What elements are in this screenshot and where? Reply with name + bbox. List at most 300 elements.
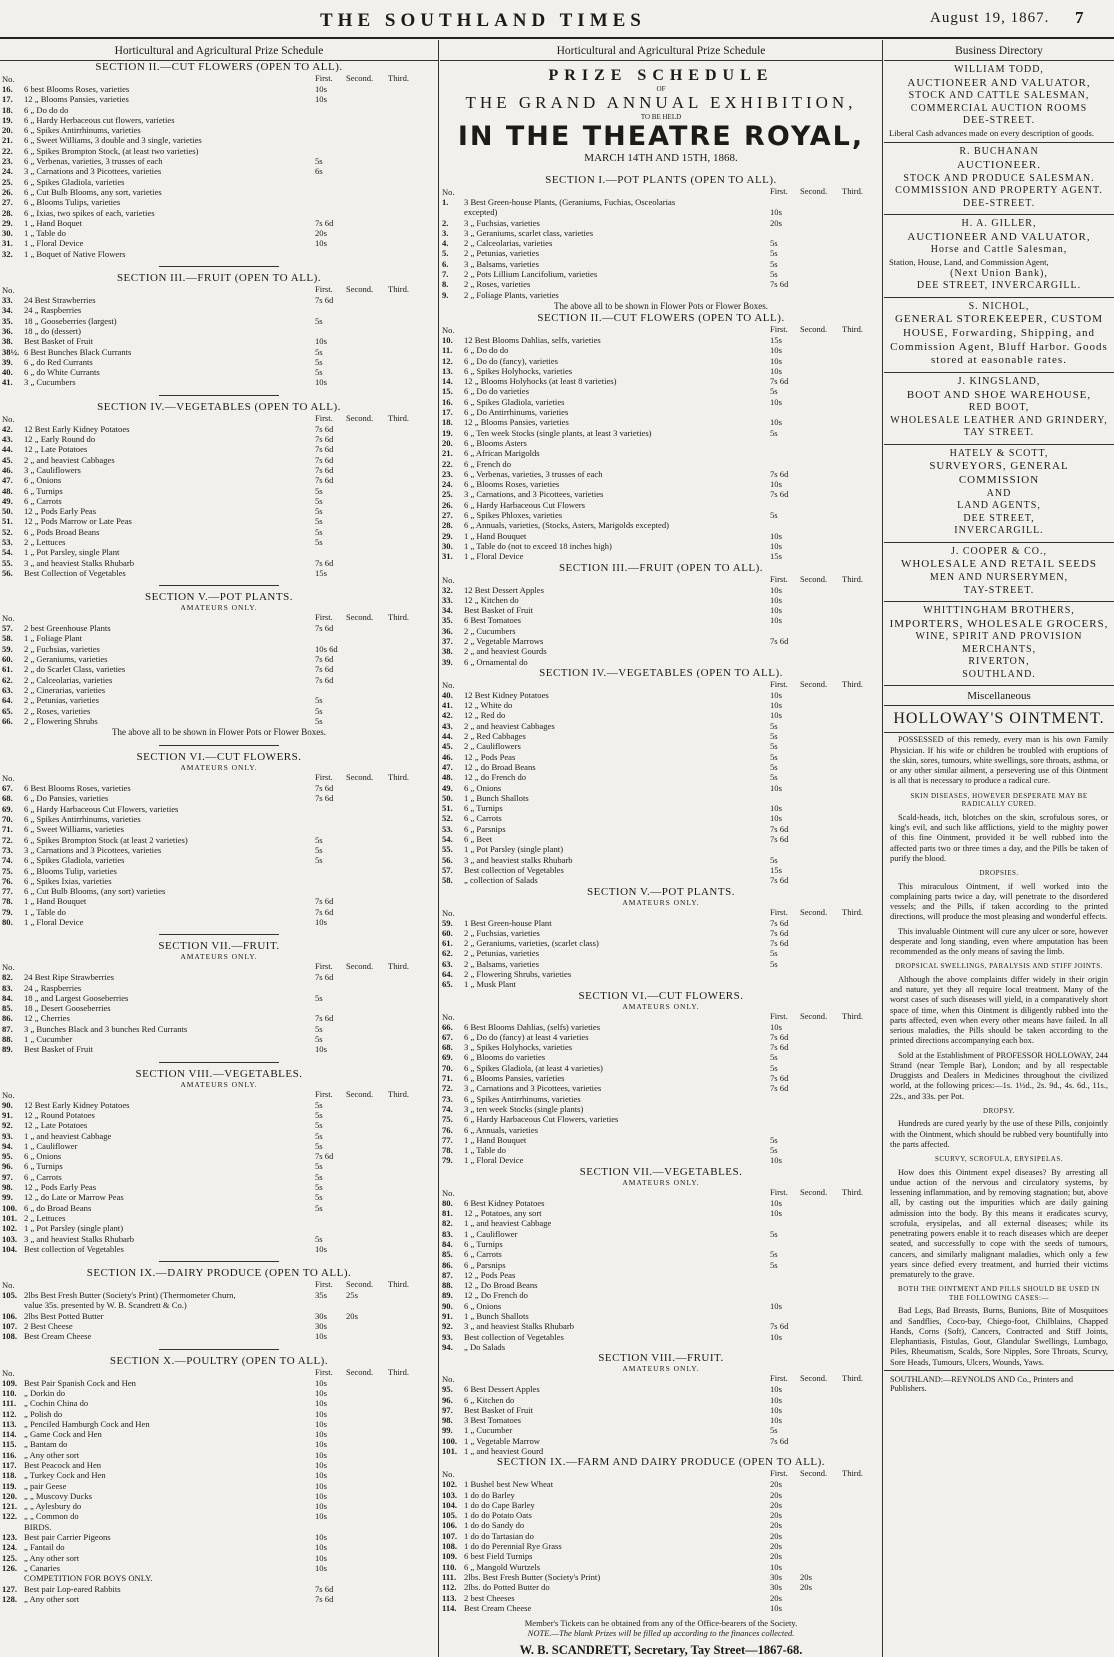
class-number: 108. — [442, 1541, 458, 1552]
first-prize: 7s 6d — [770, 1073, 789, 1084]
venue-title: IN THE THEATRE ROYAL, — [457, 121, 865, 152]
class-number: 94. — [442, 1341, 453, 1352]
class-description: 6 „ Spikes Holyhocks, varieties — [464, 365, 573, 376]
class-number: 121. — [2, 1501, 18, 1512]
first-prize: 7s 6d — [315, 295, 334, 306]
class-number: 35. — [442, 615, 453, 626]
section-subtitle: AMATEURS ONLY. — [622, 897, 700, 907]
second-prize: 25s — [346, 1290, 358, 1301]
prize-row — [0, 993, 438, 1003]
class-description: 1 „ Bunch Shallots — [464, 792, 529, 803]
first-prize: 5s — [315, 516, 323, 527]
prize-row — [0, 125, 438, 135]
class-number: 38½. — [2, 346, 20, 357]
business-line: SURVEYORS, GENERAL COMMISSION — [929, 460, 1069, 487]
business-ad — [884, 298, 1114, 374]
class-number: 106. — [442, 1520, 458, 1531]
class-description: 3 „ and heaviest stalks Rhubarb — [464, 854, 573, 865]
class-number: 124. — [2, 1542, 18, 1553]
prize-row — [440, 595, 882, 605]
header-no: No. — [442, 1469, 455, 1480]
class-number: 5. — [442, 248, 449, 259]
header-third: Third. — [388, 1279, 410, 1290]
section-table-header — [440, 186, 882, 197]
prize-row — [440, 824, 882, 834]
prize-row — [0, 1234, 438, 1244]
first-prize: 5s — [770, 386, 778, 397]
prize-row — [0, 568, 438, 578]
class-number: 82. — [442, 1218, 453, 1229]
class-number: 67. — [442, 1031, 453, 1042]
class-description: 1 „ Vegetable Marrow — [464, 1435, 540, 1446]
class-number: 96. — [442, 1394, 453, 1405]
prize-row — [0, 105, 438, 115]
class-number: 38. — [2, 336, 13, 347]
class-description: 2lbs Best Potted Butter — [24, 1310, 104, 1321]
first-prize: 5s — [315, 834, 323, 845]
prize-row — [0, 547, 438, 557]
class-number: 16. — [2, 84, 13, 94]
prize-row — [440, 844, 882, 854]
prize-row — [0, 1161, 438, 1171]
prize-row — [0, 434, 438, 444]
class-number: 24. — [2, 166, 13, 177]
prize-row — [440, 1042, 882, 1052]
first-prize: 15s — [315, 567, 327, 578]
first-prize: 7s 6d — [315, 623, 334, 634]
class-description: 12 „ Kitchen do — [464, 594, 519, 605]
schedule-sections — [440, 174, 882, 1613]
header-second: Second. — [346, 772, 374, 783]
class-description: 12 „ Early Round do — [24, 434, 96, 445]
first-prize: 20s — [770, 1499, 782, 1510]
first-prize: 10s — [315, 336, 327, 347]
prize-row — [440, 1290, 882, 1300]
first-prize: 5s — [770, 854, 778, 865]
class-number: 8. — [442, 279, 449, 290]
class-description: 12 „ Blooms Pansies, varieties — [24, 94, 129, 105]
schedule-section — [440, 174, 882, 312]
prize-row — [0, 537, 438, 547]
business-name: WHITTINGHAM BROTHERS, — [923, 605, 1075, 617]
prize-row — [0, 1573, 438, 1583]
header-third: Third. — [842, 323, 864, 334]
schedule-section — [440, 1352, 882, 1456]
header-third: Third. — [842, 186, 864, 196]
prize-row — [0, 804, 438, 814]
business-name: R. BUCHANAN — [959, 146, 1039, 158]
schedule-sections — [0, 61, 438, 1604]
first-prize: 10s — [315, 1501, 327, 1512]
class-number: 84. — [2, 992, 13, 1003]
class-description: 2 „ Petunias, varieties — [464, 248, 539, 259]
class-description: 12 „ do French do — [464, 772, 527, 783]
prize-row — [440, 731, 882, 741]
business-line: (Next Union Bank), — [950, 267, 1048, 279]
prize-row — [0, 1450, 438, 1460]
class-description: 12 „ Round Potatoes — [24, 1109, 95, 1120]
class-number: 58. — [2, 633, 13, 644]
class-description: „ Dorkin do — [24, 1387, 66, 1398]
prize-row — [440, 865, 882, 875]
prize-row — [440, 520, 882, 530]
first-prize: 7s 6d — [315, 444, 334, 455]
first-prize: 10s — [770, 813, 782, 824]
class-number: 101. — [2, 1212, 18, 1223]
class-description: 6 „ Do Pansies, varieties — [24, 793, 109, 804]
class-description: 1 „ Bunch Shallots — [464, 1311, 529, 1322]
class-description: 6 „ Verbenas, varieties, 3 trusses of each — [24, 156, 163, 167]
business-line: BOOT AND SHOE WAREHOUSE, — [906, 388, 1092, 401]
class-number: 110. — [2, 1387, 17, 1398]
business-ad — [884, 61, 1114, 143]
column-directory — [884, 40, 1114, 1657]
prize-row — [440, 918, 882, 928]
first-prize: 5s — [315, 705, 323, 716]
prize-row — [0, 94, 438, 104]
business-ad — [884, 445, 1114, 543]
class-number: 111. — [442, 1571, 457, 1582]
class-description: 1 „ Pot Parsley (single plant) — [464, 844, 564, 855]
class-description: 1 „ Hand Bouquet — [24, 896, 87, 907]
prize-row — [0, 1044, 438, 1054]
first-prize: 5s — [315, 356, 323, 367]
section-table-header — [0, 1089, 438, 1100]
first-prize: 10s — [770, 1394, 782, 1405]
prize-row — [0, 1398, 438, 1408]
business-line: IMPORTERS, WHOLESALE GROCERS, — [889, 617, 1109, 630]
prize-row — [440, 772, 882, 782]
class-number: 16. — [442, 396, 453, 407]
prize-row — [440, 1083, 882, 1093]
class-description: 3 „ and heaviest Stalks Rhubarb — [24, 1233, 135, 1244]
prize-row — [0, 855, 438, 865]
secretary-signature: W. B. SCANDRETT, Secretary, Tay Street—1867-68. — [519, 1643, 803, 1657]
class-description: 1 Best Green-house Plant — [464, 917, 552, 928]
prize-row — [0, 1013, 438, 1023]
first-prize: 10s 6d — [315, 643, 338, 654]
class-description: „ „ Aylesbury do — [24, 1501, 82, 1512]
advert-subheading: DROPSIES. — [979, 869, 1019, 878]
class-description: 6 „ Hardy Harbaceous Cut Flowers, varieties — [464, 1114, 619, 1125]
first-prize: 10s — [315, 1511, 327, 1522]
class-number: 70. — [2, 814, 13, 825]
class-description: 2 „ and heaviest Cabbages — [24, 454, 115, 465]
first-prize: 10s — [770, 1155, 782, 1166]
prize-row — [440, 1593, 882, 1603]
class-number: 85. — [442, 1249, 453, 1260]
class-description: BIRDS. — [24, 1521, 52, 1532]
class-description: 2 „ Petunias, varieties — [464, 948, 539, 959]
class-description: 6 „ Onions — [464, 1300, 502, 1311]
class-number: 49. — [442, 782, 453, 793]
class-number: 79. — [442, 1155, 453, 1166]
class-description: 1 „ and heaviest Cabbage — [464, 1218, 552, 1229]
first-prize: 10s — [315, 1398, 327, 1409]
class-number: 90. — [2, 1099, 13, 1110]
class-number: 75. — [442, 1114, 453, 1125]
prize-row — [0, 1470, 438, 1480]
schedule-section — [440, 990, 882, 1166]
class-description: excepted) — [464, 207, 498, 218]
prize-row — [0, 664, 438, 674]
prize-row — [0, 675, 438, 685]
class-description: 1 „ Boquet of Native Flowers — [24, 248, 126, 259]
class-description: 6 „ Verbenas, varieties, 3 trusses of each — [464, 468, 603, 479]
prize-row — [440, 417, 882, 427]
prize-row — [440, 345, 882, 355]
class-number: 30. — [2, 228, 13, 239]
class-description: 24 „ Raspberries — [24, 305, 82, 316]
prize-row — [0, 1321, 438, 1331]
section-divider — [159, 934, 279, 935]
class-description: 6 Best Dessert Apples — [464, 1384, 540, 1395]
prize-row — [0, 793, 438, 803]
class-description: 2 „ Petunias, varieties — [24, 695, 99, 706]
class-description: 3 „ ten week Stocks (single plants) — [464, 1103, 584, 1114]
class-number: 57. — [442, 864, 453, 875]
schedule-section — [0, 1349, 438, 1605]
class-description: 6 „ Spikes Phloxes, varieties — [464, 510, 563, 521]
business-line: DEE-STREET. — [962, 115, 1036, 127]
business-line: LAND AGENTS, — [957, 500, 1041, 512]
class-description: „ Do Salads — [464, 1341, 506, 1352]
class-number: 37. — [442, 635, 453, 646]
prize-row — [0, 1034, 438, 1044]
business-line: RIVERTON, — [968, 656, 1030, 668]
class-number: 3. — [442, 227, 449, 238]
class-number: 109. — [442, 1551, 458, 1562]
first-prize: 5s — [770, 427, 778, 438]
prize-row — [440, 259, 882, 269]
prize-row — [0, 716, 438, 726]
header-no: No. — [2, 613, 15, 624]
class-description: 2 „ Fuchsias, varieties — [464, 927, 540, 938]
class-number: 112. — [442, 1582, 457, 1593]
header-no: No. — [2, 962, 15, 973]
class-number: 101. — [442, 1445, 458, 1456]
section-divider — [159, 266, 279, 267]
class-description: value 35s. presented by W. B. Scandrett & Co.) — [24, 1300, 187, 1311]
class-number: 11. — [442, 345, 453, 356]
first-prize: 5s — [770, 1249, 778, 1260]
prize-row — [0, 1003, 438, 1013]
class-description: 6 „ Spikes Brompton Stock (at least 2 varieties) — [24, 834, 188, 845]
class-description: 1 „ Hand Boquet — [24, 217, 82, 228]
business-ad — [884, 373, 1114, 445]
first-prize: 10s — [770, 1331, 782, 1342]
class-number: 43. — [442, 720, 453, 731]
header-second: Second. — [800, 1468, 828, 1479]
class-description: 1 „ Floral Device — [464, 551, 524, 562]
class-description: 3 „ Geraniums, scarlet class, varieties — [464, 227, 594, 238]
first-prize: 7s 6d — [770, 279, 789, 290]
class-number: 4. — [442, 238, 449, 249]
section-table-header — [0, 284, 438, 295]
prize-row — [0, 886, 438, 896]
prize-row — [440, 1094, 882, 1104]
business-line: AUCTIONEER AND VALUATOR, — [907, 76, 1091, 89]
section-title: SECTION II.—CUT FLOWERS (OPEN TO ALL). — [537, 311, 785, 324]
class-number: 53. — [442, 823, 453, 834]
first-prize: 7s 6d — [770, 823, 789, 834]
header-third: Third. — [388, 1088, 410, 1099]
prize-row — [0, 1511, 438, 1521]
first-prize: 7s 6d — [770, 875, 789, 886]
class-description: 12 „ Late Potatoes — [24, 1120, 88, 1131]
class-description: Best collection of Vegetables — [24, 1243, 124, 1254]
class-number: 15. — [442, 386, 453, 397]
class-description: 18 „ do (dessert) — [24, 325, 82, 336]
first-prize: 5s — [315, 1202, 323, 1213]
class-number: 40. — [2, 367, 13, 378]
prize-row — [440, 1125, 882, 1135]
header-no: No. — [442, 187, 455, 197]
class-description: 2 „ and heaviest Gourds — [464, 646, 547, 657]
class-number: 59. — [442, 917, 453, 928]
class-number: 19. — [2, 114, 13, 125]
class-description: 6 „ Beet — [464, 834, 493, 845]
class-number: 80. — [442, 1197, 453, 1208]
class-number: 42. — [442, 710, 453, 721]
header-second: Second. — [800, 186, 828, 196]
class-description: 6 Best Tomatoes — [464, 615, 522, 626]
prize-row — [440, 1104, 882, 1114]
header-first: First. — [770, 323, 788, 334]
section-divider — [159, 585, 279, 586]
header-second: Second. — [346, 612, 374, 623]
class-description: 6 „ Kitchen do — [464, 1394, 515, 1405]
masthead-rule — [0, 37, 1114, 39]
prize-row — [440, 448, 882, 458]
first-prize: 5s — [315, 526, 323, 537]
class-description: 6 „ Onions — [24, 1151, 62, 1162]
business-line: Horse and Cattle Salesman, — [930, 244, 1068, 256]
second-prize: 20s — [800, 1582, 812, 1593]
prize-row — [0, 1290, 438, 1300]
business-line: SOUTHLAND. — [962, 668, 1036, 680]
header-first: First. — [315, 412, 333, 423]
class-description: 6 „ Hardy Herbaceous cut flowers, varieties — [24, 114, 175, 125]
prize-row — [440, 1479, 882, 1489]
class-description: 12 „ Potatoes, any sort — [464, 1208, 542, 1219]
business-line: DEE-STREET. — [962, 197, 1036, 209]
first-prize: 5s — [315, 1182, 323, 1193]
prize-row — [0, 685, 438, 695]
prize-row — [440, 1446, 882, 1456]
prize-row — [440, 238, 882, 248]
prize-row — [440, 1032, 882, 1042]
class-description: 6 „ Do Antirrhinums, varieties — [464, 407, 569, 418]
first-prize: 5s — [315, 992, 323, 1003]
class-number: 83. — [2, 982, 13, 993]
class-description: 3 „ Carnations and 3 Picottees, varieties — [464, 1083, 602, 1094]
prize-row — [0, 506, 438, 516]
prize-row — [0, 1542, 438, 1552]
class-description: 3 „ Cauliflowers — [24, 464, 81, 475]
class-number: 33. — [442, 594, 453, 605]
class-description: 6 „ Do do (fancy) at least 4 varieties — [464, 1031, 589, 1042]
first-prize: 30s — [770, 1571, 782, 1582]
class-number: 105. — [442, 1510, 458, 1521]
class-description: 3 „ Carnations, and 3 Picottees, varieties — [464, 489, 604, 500]
header-third: Third. — [388, 772, 410, 783]
first-prize: 5s — [770, 1052, 778, 1063]
class-description: 12 „ Pods Peas — [464, 1269, 516, 1280]
class-description: „ pair Geese — [24, 1480, 67, 1491]
class-description: 3 Best Green-house Plants, (Geraniums, Fuchias, Osceolarias — [464, 197, 676, 207]
first-prize: 10s — [770, 710, 782, 721]
class-description: 12 Best Dessert Apples — [464, 584, 544, 595]
first-prize: 10s — [770, 207, 782, 218]
class-number: 54. — [2, 547, 13, 558]
class-description: 2 „ Foliage Plants, varieties — [464, 289, 559, 300]
business-line: INVERCARGILL. — [954, 525, 1044, 537]
prize-row — [0, 1419, 438, 1429]
first-prize: 10s — [315, 1490, 327, 1501]
first-prize: 10s — [770, 1602, 782, 1613]
class-description: 12 „ Cherries — [24, 1013, 70, 1024]
prize-row — [0, 326, 438, 336]
section-table-header — [0, 73, 438, 84]
class-number: 97. — [2, 1171, 13, 1182]
class-description: 2 „ Cinerarias, varieties — [24, 684, 106, 695]
prize-row — [440, 741, 882, 751]
class-description: COMPETITION FOR BOYS ONLY. — [24, 1573, 153, 1584]
business-name: H. A. GILLER, — [961, 218, 1037, 230]
class-number: 13. — [442, 365, 453, 376]
first-prize: 7s 6d — [315, 423, 334, 434]
class-number: 118. — [2, 1470, 17, 1481]
section-note: The above all to be shown in Flower Pots or Flower Boxes. — [554, 300, 768, 311]
schedule-section — [440, 1166, 882, 1352]
class-number: 91. — [442, 1311, 453, 1322]
class-number: 35. — [2, 315, 13, 326]
section-table-header — [440, 907, 882, 918]
prize-row — [440, 1022, 882, 1032]
header-first: First. — [770, 1010, 788, 1021]
first-prize: 7s 6d — [770, 635, 789, 646]
prize-row — [440, 1490, 882, 1500]
prize-row — [440, 1531, 882, 1541]
first-prize: 5s — [315, 346, 323, 357]
class-number: 96. — [2, 1161, 13, 1172]
class-number: 40. — [442, 689, 453, 700]
class-number: 119. — [2, 1480, 17, 1491]
class-number: 60. — [442, 927, 453, 938]
header-first: First. — [770, 678, 788, 689]
first-prize: 20s — [770, 1592, 782, 1603]
section-table-header — [440, 324, 882, 335]
class-number: 43. — [2, 434, 13, 445]
section-divider — [159, 1261, 279, 1262]
section-table-header — [0, 961, 438, 972]
prize-row — [0, 1223, 438, 1233]
header-first: First. — [315, 284, 333, 295]
header-third: Third. — [842, 1186, 864, 1197]
section-title: SECTION X.—POULTRY (OPEN TO ALL). — [109, 1354, 329, 1367]
class-description: 12 „ do Late or Marrow Peas — [24, 1192, 124, 1203]
section-title: SECTION II.—CUT FLOWERS (OPEN TO ALL). — [95, 61, 343, 73]
first-prize: 30s — [315, 1321, 327, 1332]
class-description: 6 „ Hardy Harbaceous Cut Flowers — [464, 499, 585, 510]
class-number: 28. — [442, 520, 453, 531]
header-third: Third. — [388, 284, 410, 295]
business-line: STOCK AND PRODUCE SALESMAN. — [903, 172, 1095, 184]
header-second: Second. — [800, 573, 828, 584]
prize-row — [440, 1572, 882, 1582]
class-description: 12 „ Blooms Holyhocks (at least 8 varieties) — [464, 376, 617, 387]
